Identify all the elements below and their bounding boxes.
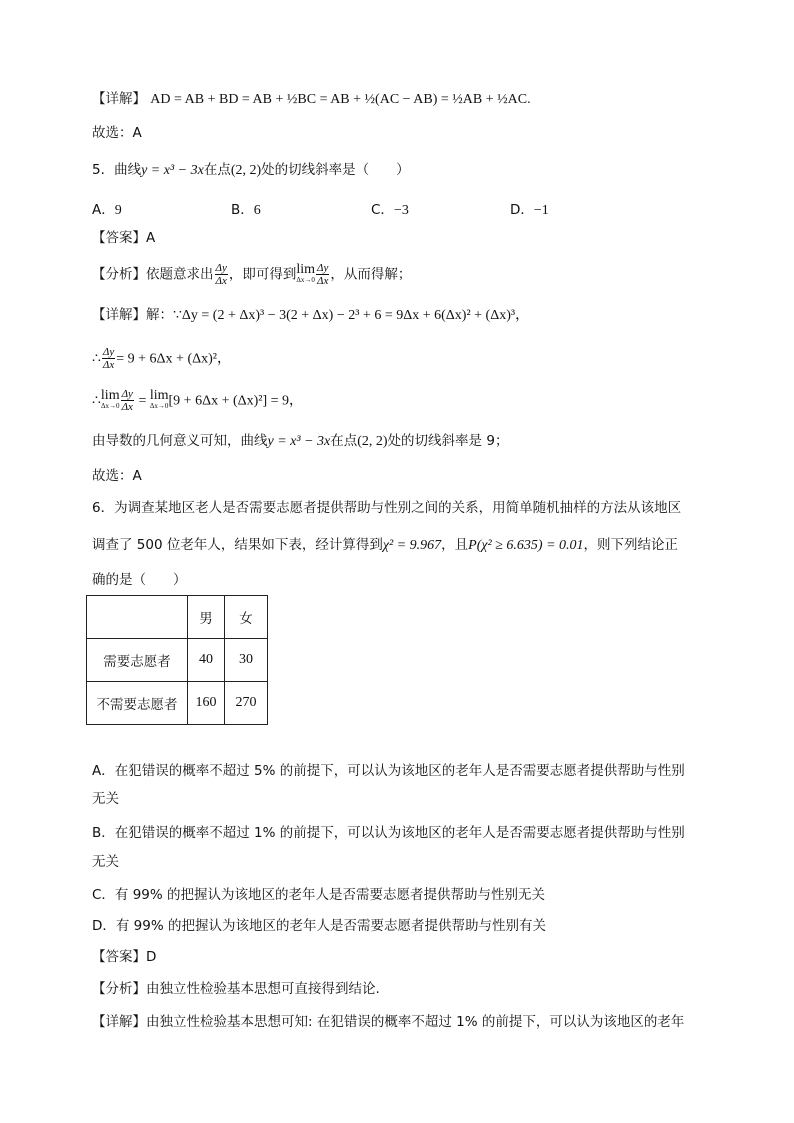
q4-choose: 故选：A bbox=[92, 125, 142, 141]
q6-stem-line2: 调查了 500 位老年人，结果如下表，经计算得到χ² = 9.967，且P(χ² ≥ 6.635) = 0.01，则下列结论正 bbox=[92, 537, 679, 553]
table-row-label: 需要志愿者 bbox=[87, 639, 188, 682]
q5-analysis: 【分析】依题意求出 $\frac{\Delta y}{\Delta x}$ ，即可得到lim Δx→0 $\frac{\Delta y}{\Delta x}$ ，从而得解； bbox=[92, 261, 412, 287]
q5-detail-2: ∴ $\frac{\Delta y}{\Delta x}$ = 9 + 6Δx + (Δx)²， bbox=[92, 346, 231, 371]
table-row bbox=[87, 639, 268, 682]
contingency-table bbox=[86, 595, 268, 725]
table-cell bbox=[87, 596, 188, 639]
chi-square-value: χ² = 9.967 bbox=[382, 538, 442, 553]
ratio-expression: = 9 + 6Δx + (Δx)²， bbox=[116, 351, 231, 367]
curve-equation: y = x³ − 3x bbox=[141, 163, 204, 178]
table-row-label: 不需要志愿者 bbox=[87, 682, 188, 725]
table-cell: 160 bbox=[188, 682, 225, 725]
detail-label: 【详解】 bbox=[92, 91, 146, 107]
q6-option-a-line1: A．在犯错误的概率不超过 5% 的前提下，可以认为该地区的老年人是否需要志愿者提供帮助与性别 bbox=[92, 763, 685, 779]
detail-label: 【详解】 bbox=[92, 307, 146, 323]
vector-expression: AD = AB + BD = AB + ½BC = AB + ½(AC − AB) = ½AB + ½AC. bbox=[150, 92, 531, 107]
q6-detail: 【详解】由独立性检验基本思想可知: 在犯错误的概率不超过 1% 的前提下，可以认为该地区的老年 bbox=[92, 1014, 685, 1030]
q5-stem-suffix: 处的切线斜率是（ ） bbox=[261, 162, 410, 178]
q5-option-b: B．6 bbox=[231, 202, 261, 218]
q5-detail-1: 【详解】解：∵Δy = (2 + Δx)³ − 3(2 + Δx) − 2³ + 6 = 9Δx + 6(Δx)² + (Δx)³， bbox=[92, 307, 530, 323]
q6-answer bbox=[92, 948, 156, 966]
analysis-label: 【分析】 bbox=[92, 981, 146, 997]
q6-option-b-line1: B．在犯错误的概率不超过 1% 的前提下，可以认为该地区的老年人是否需要志愿者提供帮助与性别 bbox=[92, 825, 685, 841]
limit-symbol: lim Δx→0 bbox=[296, 261, 316, 284]
answer-label: 【答案】 bbox=[92, 230, 146, 246]
q5-choose: 故选：A bbox=[92, 468, 142, 484]
answer-label: 【答案】 bbox=[92, 949, 146, 965]
table-row bbox=[87, 682, 268, 725]
table-cell: 30 bbox=[225, 639, 268, 682]
table-cell: 40 bbox=[188, 639, 225, 682]
table-header-male: 男 bbox=[188, 596, 225, 639]
q5-option-d: D．−1 bbox=[510, 202, 549, 218]
probability-expression: P(χ² ≥ 6.635) = 0.01 bbox=[468, 538, 584, 553]
analysis-label: 【分析】 bbox=[92, 266, 146, 283]
q5-stem bbox=[92, 161, 410, 180]
answer-value: A bbox=[146, 230, 156, 246]
answer-value: D bbox=[146, 949, 157, 965]
q5-option-a: A．9 bbox=[92, 202, 122, 218]
delta-y-expression: ∵Δy = (2 + Δx)³ − 3(2 + Δx) − 2³ + 6 = 9Δx + 6(Δx)² + (Δx)³， bbox=[173, 308, 530, 323]
q4-detail-line bbox=[92, 90, 531, 109]
q6-option-d: D．有 99% 的把握认为该地区的老年人是否需要志愿者提供帮助与性别有关 bbox=[92, 918, 546, 934]
q5-geo: 由导数的几何意义可知，曲线y = x³ − 3x在点(2, 2)处的切线斜率是 9； bbox=[92, 433, 509, 449]
q6-analysis: 【分析】由独立性检验基本思想可直接得到结论. bbox=[92, 981, 380, 997]
q6-option-c: C．有 99% 的把握认为该地区的老年人是否需要志愿者提供帮助与性别无关 bbox=[92, 887, 546, 903]
table-header-row bbox=[87, 596, 268, 639]
limit-expression: [9 + 6Δx + (Δx)²] = 9， bbox=[168, 393, 304, 409]
q5-option-c: C．−3 bbox=[371, 202, 409, 218]
q6-option-b-line2: 无关 bbox=[92, 854, 119, 870]
q5-stem-mid: 在点 bbox=[203, 162, 231, 178]
q6-stem-line3: 确的是（ ） bbox=[92, 572, 187, 588]
q5-detail-3: ∴lim Δx→0 $\frac{\Delta y}{\Delta x}$ = lim Δx→0 [9 + 6Δx + (Δx)²] = 9， bbox=[92, 387, 304, 413]
q5-answer bbox=[92, 229, 155, 247]
delta-ratio: $\frac{\Delta y}{\Delta x}$ bbox=[215, 262, 227, 287]
q6-option-a-line2: 无关 bbox=[92, 791, 119, 807]
table-cell: 270 bbox=[225, 682, 268, 725]
tangent-point: (2, 2) bbox=[230, 163, 262, 178]
detail-label: 【详解】 bbox=[92, 1014, 146, 1030]
q6-stem-line1: 6．为调查某地区老人是否需要志愿者提供帮助与性别之间的关系，用简单随机抽样的方法从该地区 bbox=[92, 500, 682, 516]
q5-stem-prefix: 5．曲线 bbox=[92, 162, 142, 178]
table-header-female: 女 bbox=[225, 596, 268, 639]
